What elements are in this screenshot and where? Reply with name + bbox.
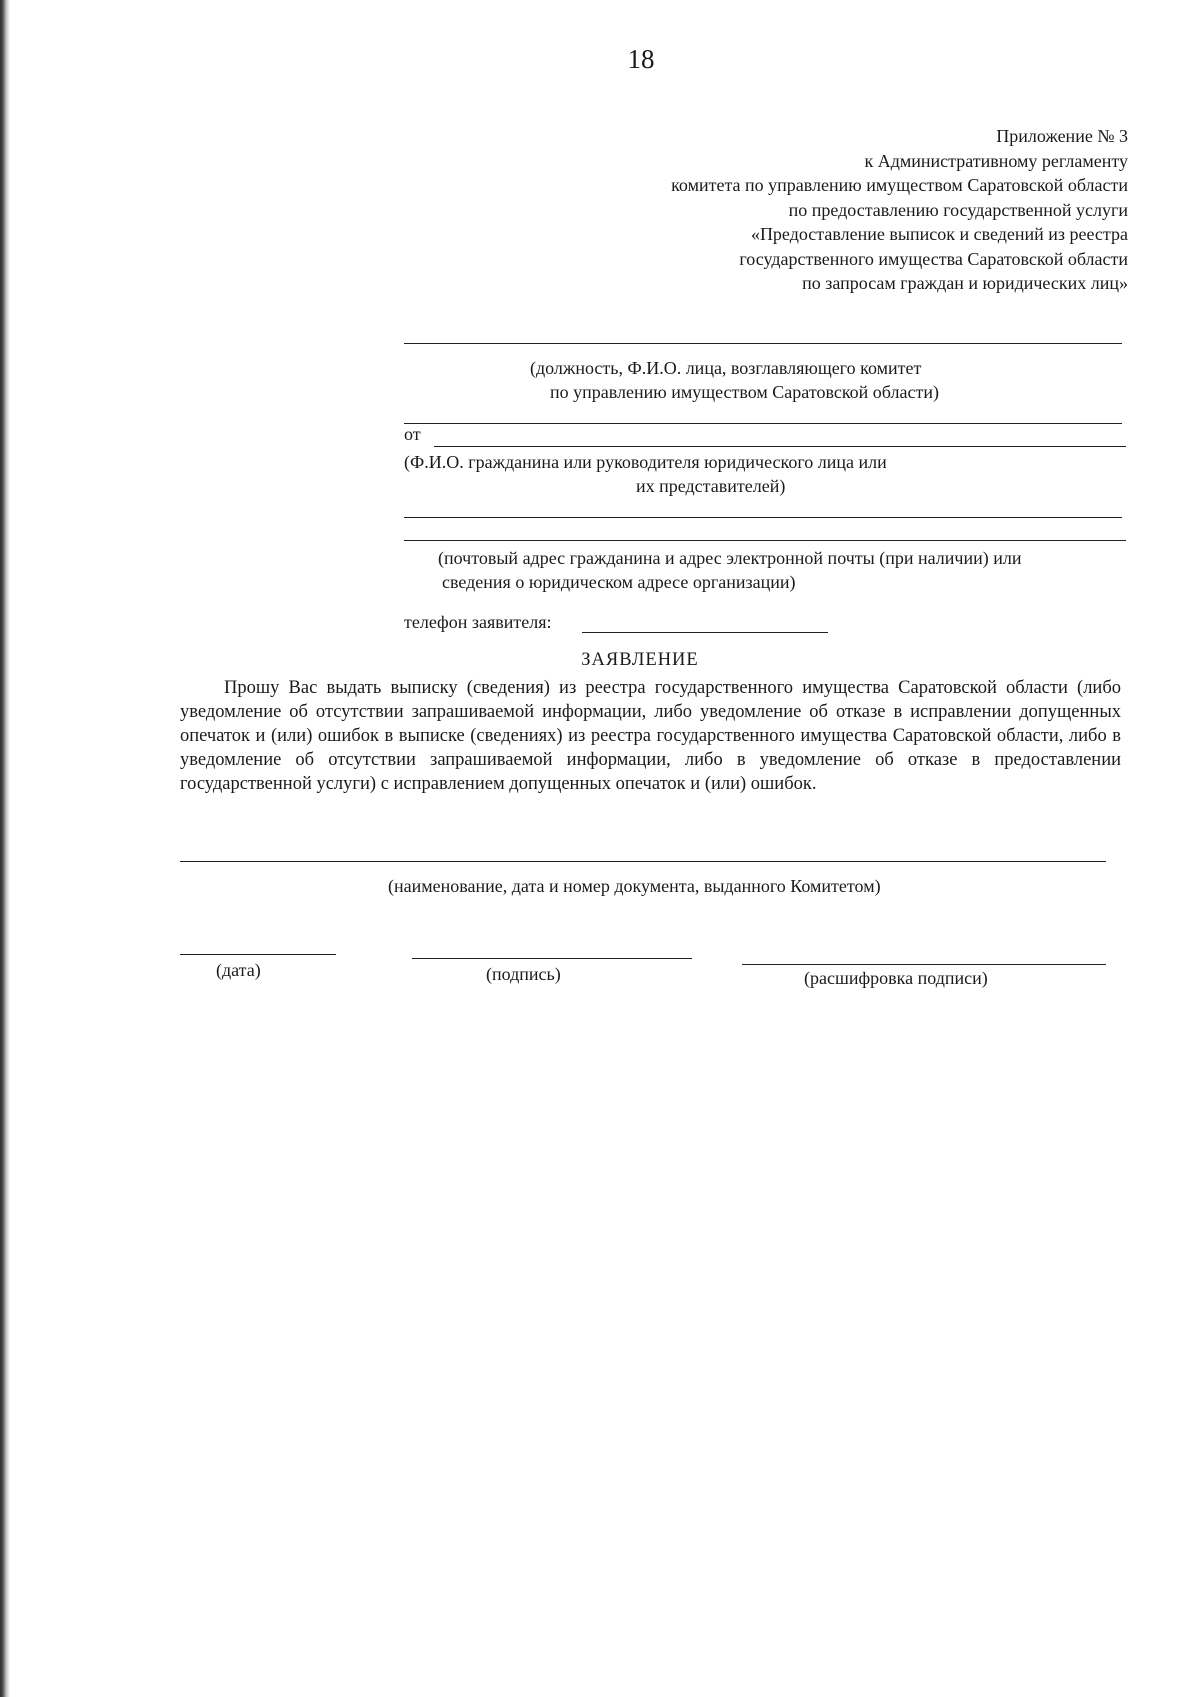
document-blank-line (180, 861, 1106, 862)
address-caption-1: (почтовый адрес гражданина и адрес электронной почты (при наличии) или (438, 548, 1022, 568)
address-caption-2: сведения о юридическом адресе организации) (442, 572, 796, 592)
date-blank-line (180, 954, 336, 955)
applicant-from-line (434, 446, 1126, 447)
addressee-blank-line (404, 343, 1122, 344)
statement-title: ЗАЯВЛЕНИЕ (581, 650, 699, 670)
applicant-caption-2: их представителей) (636, 476, 786, 496)
appendix-line: к Административному регламенту (864, 150, 1128, 171)
date-label: (дата) (216, 960, 261, 980)
page-number: 18 (627, 44, 655, 74)
applicant-caption-1: (Ф.И.О. гражданина или руководителя юридического лица или (404, 452, 887, 472)
appendix-line: по предоставлению государственной услуги (788, 199, 1128, 220)
addressee-caption-1: (должность, Ф.И.О. лица, возглавляющего комитет (530, 358, 922, 378)
applicant-blank-line-1 (404, 423, 1122, 424)
scan-page-edge (0, 0, 10, 1697)
appendix-line: Приложение № 3 (996, 126, 1128, 146)
appendix-line: «Предоставление выписок и сведений из реестра (750, 224, 1128, 244)
from-label: от (404, 424, 421, 444)
appendix-line: комитета по управлению имуществом Саратовской области (671, 175, 1128, 195)
address-blank-line-1 (404, 517, 1122, 518)
document-caption: (наименование, дата и номер документа, выданного Комитетом) (388, 876, 881, 896)
signature-label: (подпись) (486, 964, 561, 984)
statement-body: Прошу Вас выдать выписку (сведения) из реестра государственного имущества Саратовской области (либо уведомление об отсутствии запрашиваемой информации, либо уведомление об отказе в исправлении допущенных опечаток и (или) ошибок в выписке (сведениях) из реестра государственного имущества Саратовской области, либо в уведомление об отсутствии запрашиваемой информации, либо в уведомление об отказе в предоставлении государственной услуги) с исправлением допущенных опечаток и (или) ошибок. (180, 678, 1121, 794)
decryption-label: (расшифровка подписи) (804, 968, 988, 988)
address-blank-line-2 (404, 540, 1126, 541)
appendix-header (671, 124, 1128, 296)
appendix-line: по запросам граждан и юридических лиц» (802, 273, 1128, 293)
appendix-line: государственного имущества Саратовской области (739, 248, 1128, 269)
phone-label: телефон заявителя: (404, 612, 552, 632)
decryption-blank-line (742, 964, 1106, 965)
addressee-caption-2: по управлению имуществом Саратовской области) (550, 382, 939, 402)
phone-blank-line (582, 632, 828, 633)
signature-blank-line (412, 958, 692, 959)
